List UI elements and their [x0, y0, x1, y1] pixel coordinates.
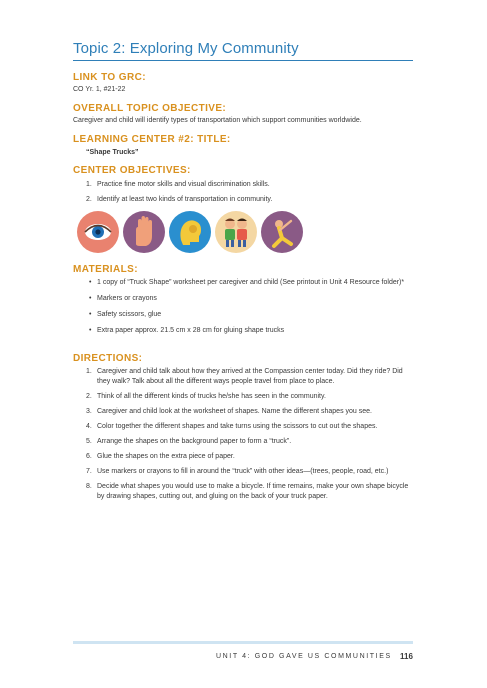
list-item [73, 367, 413, 387]
head-icon [168, 210, 212, 254]
list-number: 1. [86, 368, 92, 375]
list-number: 8. [86, 483, 92, 490]
list-item [73, 180, 413, 190]
list-text: Markers or crayons [97, 295, 157, 302]
hand-icon [122, 210, 166, 254]
materials-heading: MATERIALS: [73, 264, 138, 275]
senses-icon-row [76, 210, 316, 256]
list-number: 2. [86, 393, 92, 400]
center-objectives-list [73, 180, 413, 210]
list-text: Arrange the shapes on the background paper to form a “truck”. [97, 438, 292, 445]
list-text: Think of all the different kinds of trucks he/she has seen in the community. [97, 393, 326, 400]
list-text: Glue the shapes on the extra piece of paper. [97, 453, 235, 460]
learning-center-title: “Shape Trucks” [86, 149, 139, 156]
list-item: • 1 copy of “Truck Shape” worksheet per caregiver and child (See printout in Unit 4 Resource folder)* [89, 279, 405, 286]
overall-objective-heading: OVERALL TOPIC OBJECTIVE: [73, 103, 227, 114]
list-item: • Markers or crayons [89, 295, 157, 302]
list-item [73, 422, 413, 432]
stretching-person-icon [260, 210, 304, 254]
directions-heading: DIRECTIONS: [73, 353, 143, 364]
overall-objective-text: Caregiver and child will identify types of transportation which support communities worldwide. [73, 117, 362, 124]
directions-list [73, 367, 413, 507]
list-number: 2. [86, 196, 92, 203]
list-text: Caregiver and child look at the worksheet of shapes. Name the different shapes you see. [97, 408, 372, 415]
link-grc-heading: LINK TO GRC: [73, 72, 146, 83]
list-number: 7. [86, 468, 92, 475]
center-objectives-heading: CENTER OBJECTIVES: [73, 165, 191, 176]
learning-center-heading: LEARNING CENTER #2: TITLE: [73, 134, 231, 145]
page-number: 116 [400, 652, 413, 661]
list-item: • Safety scissors, glue [89, 311, 162, 318]
list-number: 6. [86, 453, 92, 460]
list-item [73, 195, 413, 205]
list-number: 4. [86, 423, 92, 430]
list-number: 1. [86, 181, 92, 188]
link-grc-text: CO Yr. 1, #21-22 [73, 86, 126, 93]
eye-icon [76, 210, 120, 254]
two-children-icon [214, 210, 258, 254]
list-item [73, 437, 413, 447]
list-number: 3. [86, 408, 92, 415]
list-item [73, 452, 413, 462]
footer-rule [73, 641, 413, 644]
list-text: Use markers or crayons to fill in around the “truck” with other ideas—(trees, people, road, etc.) [97, 468, 389, 475]
list-item [73, 407, 413, 417]
list-text: Identify at least two kinds of transportation in community. [97, 196, 273, 203]
title-rule [73, 60, 413, 61]
page-title: Topic 2: Exploring My Community [73, 40, 299, 57]
list-text: Decide what shapes you would use to make a bicycle. If time remains, make your own shape bicycle by drawing shapes, cutting out, and gluing on the back of your truck paper. [97, 483, 409, 500]
list-item [73, 482, 413, 502]
list-text: Color together the different shapes and take turns using the scissors to cut out the shapes. [97, 423, 378, 430]
list-text: Practice fine motor skills and visual discrimination skills. [97, 181, 270, 188]
list-item [73, 392, 413, 402]
list-item: • Extra paper approx. 21.5 cm x 28 cm for gluing shape trucks [89, 327, 285, 334]
list-text: Extra paper approx. 21.5 cm x 28 cm for gluing shape trucks [97, 327, 285, 334]
materials-list [73, 278, 413, 342]
list-text: Caregiver and child talk about how they arrived at the Compassion center today. Did they ride? Did they walk? Talk about all the different ways people travel from place to place. [97, 368, 403, 385]
footer-unit-title: UNIT 4: GOD GAVE US COMMUNITIES [216, 653, 392, 660]
list-text: Safety scissors, glue [97, 311, 162, 318]
list-number: 5. [86, 438, 92, 445]
list-text: 1 copy of “Truck Shape” worksheet per caregiver and child (See printout in Unit 4 Resource folder)* [97, 279, 405, 286]
list-item [73, 467, 413, 477]
